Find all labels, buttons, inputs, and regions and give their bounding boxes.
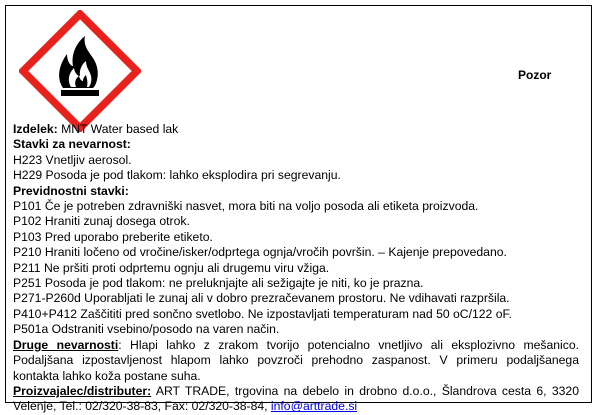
precaution-statement: P101 Če je potreben zdravniški nasvet, mora biti na voljo posoda ali etiketa proizvoda. [13, 199, 479, 214]
product-label-text: Izdelek: [13, 122, 58, 136]
precaution-statement: P501a Odstraniti vsebino/posodo na varen način. [13, 322, 280, 337]
precaution-heading: Previdnostni stavki: [13, 183, 129, 198]
hazard-statement: H223 Vnetljiv aerosol. [13, 152, 132, 167]
email-link[interactable]: info@arttrade.si [270, 399, 358, 414]
product-line [13, 122, 579, 137]
precaution-statement: P210 Hraniti ločeno od vročine/isker/odprtega ognja/vročih površin. – Kajenje prepovedano. [13, 245, 507, 260]
manufacturer [13, 384, 579, 415]
label-text [13, 122, 579, 415]
precaution-statement: P410+P412 Zaščititi pred sončno svetlobo. Ne izpostavljati temperaturam nad 50 oC/122 oF. [13, 306, 512, 321]
hazard-heading: Stavki za nevarnost: [13, 137, 131, 152]
precaution-statement: P211 Ne pršiti proti odprtemu ognju ali drugemu viru vžiga. [13, 260, 330, 275]
precaution-statement: P102 Hraniti zunaj dosega otrok. [13, 214, 190, 229]
flame-icon [19, 10, 141, 132]
signal-word: Pozor [518, 68, 552, 82]
hazard-statement: H229 Posoda je pod tlakom: lahko eksplodira pri segrevanju. [13, 168, 341, 183]
precaution-statement: P103 Pred uporabo preberite etiketo. [13, 229, 213, 244]
precaution-statement: P251 Posoda je pod tlakom: ne preluknjajte ali sežigajte je niti, ko je prazna. [13, 276, 424, 291]
other-hazards [13, 338, 579, 384]
manufacturer-text: ART TRADE, trgovina na debelo in drobno d.o.o., Šlandrova cesta 6, 3320 Velenje, Tel.: 02/320-38-83, Fax: 02/320-38-84, [13, 383, 579, 414]
product-name: MNT Water based lak [57, 122, 179, 136]
other-hazards-label: Druge nevarnosti [13, 337, 119, 352]
manufacturer-label: Proizvajalec/distributer: [13, 383, 152, 398]
other-hazards-text: : Hlapi lahko z zrakom tvorijo potencialno vnetljivo ali eksplozivno mešanico. Podaljšana izpostavljenost hlapom lahko povzroči prehodno zaspanost. V primeru podaljšanega kontakta lahko koža postane suha. [13, 337, 579, 383]
precaution-statement: P271-P260d Uporabljati le zunaj ali v dobro prezračevanem prostoru. Ne vdihavati razpršila. [13, 291, 510, 306]
